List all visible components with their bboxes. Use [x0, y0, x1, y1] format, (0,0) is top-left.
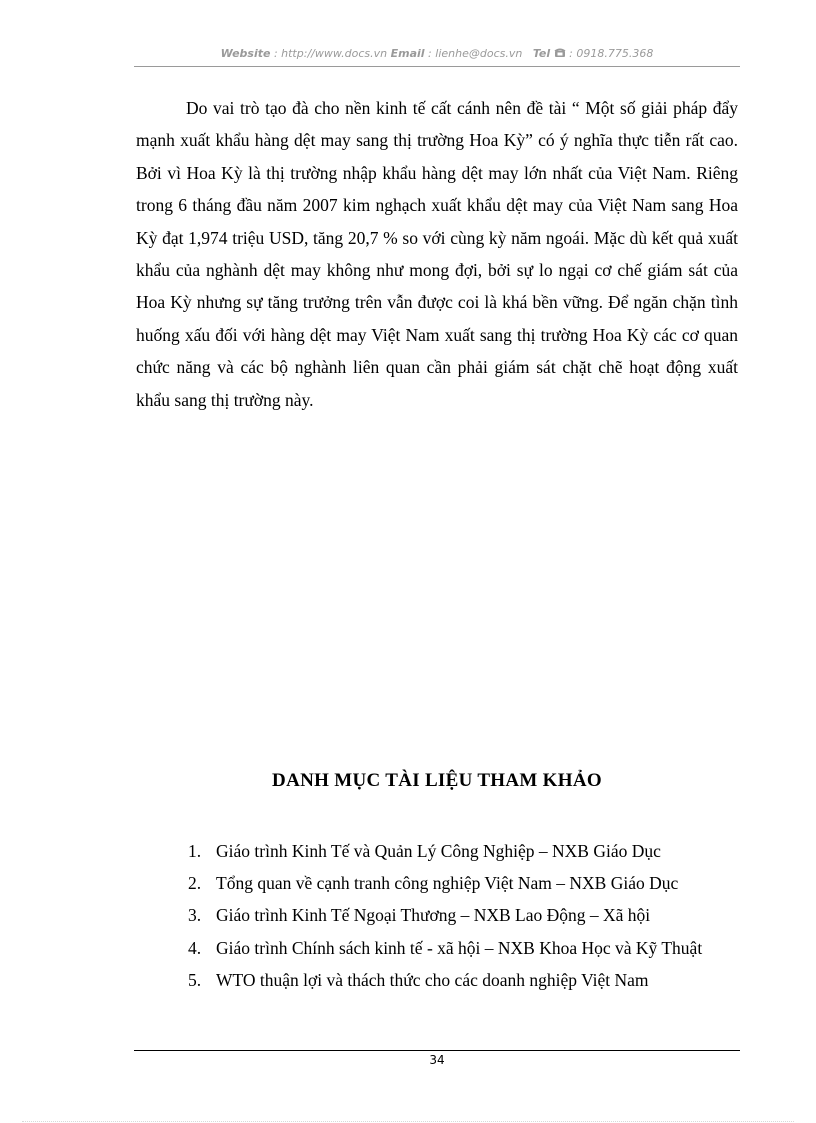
list-item-text: Tổng quan về cạnh tranh công nghiệp Việt Nam – NXB Giáo Dục	[216, 873, 679, 894]
list-item	[188, 964, 738, 996]
list-item	[188, 835, 738, 867]
list-item-number: 4.	[188, 937, 202, 958]
list-item-text: Giáo trình Chính sách kinh tế - xã hội – NXB Khoa Học và Kỹ Thuật	[216, 937, 703, 958]
page-header	[134, 47, 740, 65]
website-label: Website	[220, 47, 271, 60]
list-item-number: 2.	[188, 873, 202, 894]
body-paragraph: Do vai trò tạo đà cho nền kinh tế cất cánh nên đề tài “ Một số giải pháp đẩy mạnh xuất khẩu hàng dệt may sang thị trường Hoa Kỳ” có ý nghĩa thực tiễn rất cao. Bởi vì Hoa Kỳ là thị trường nhập khẩu hàng dệt may lớn nhất của Việt Nam. Riêng trong 6 tháng đầu năm 2007 kim nghạch xuất khẩu dệt may của Việt Nam sang Hoa Kỳ đạt 1,974 triệu USD, tăng 20,7 % so với cùng kỳ năm ngoái. Mặc dù kết quả xuất khẩu của nghành dệt may không như mong đợi, bởi sự lo ngại cơ chế giám sát của Hoa Kỳ nhưng sự tăng trưởng trên vẫn được coi là khá bền vững. Để ngăn chặn tình huống xấu đối với hàng dệt may Việt Nam xuất sang thị trường Hoa Kỳ các cơ quan chức năng và các bộ nghành liên quan cần phải giám sát chặt chẽ hoạt động xuất khẩu sang thị trường này.	[136, 98, 738, 410]
footer-divider	[134, 1050, 740, 1051]
list-item-text: Giáo trình Kinh Tế Ngoại Thương – NXB Lao Động – Xã hội	[216, 905, 651, 926]
list-item	[188, 867, 738, 899]
list-item-number: 3.	[188, 905, 202, 926]
email-label: Email	[390, 47, 425, 60]
references-title: DANH MỤC TÀI LIỆU THAM KHẢO	[272, 770, 602, 791]
tel-value: : 0918.775.368	[569, 47, 654, 60]
website-value: : http://www.docs.vn	[270, 47, 388, 60]
list-item	[188, 932, 738, 964]
list-item-number: 1.	[188, 841, 202, 861]
list-item-number: 5.	[188, 969, 202, 990]
list-item-text: WTO thuận lợi và thách thức cho các doanh nghiệp Việt Nam	[216, 969, 649, 990]
tel-label: Tel	[532, 47, 551, 60]
list-item	[188, 899, 738, 931]
header-divider	[134, 66, 740, 67]
page-number: 34	[429, 1053, 445, 1067]
references-list	[188, 835, 738, 996]
email-value: : lienhe@docs.vn	[424, 47, 523, 60]
page-edge	[22, 1121, 794, 1122]
phone-icon	[554, 47, 570, 60]
list-item-text: Giáo trình Kinh Tế và Quản Lý Công Nghiệp – NXB Giáo Dục	[216, 841, 661, 861]
